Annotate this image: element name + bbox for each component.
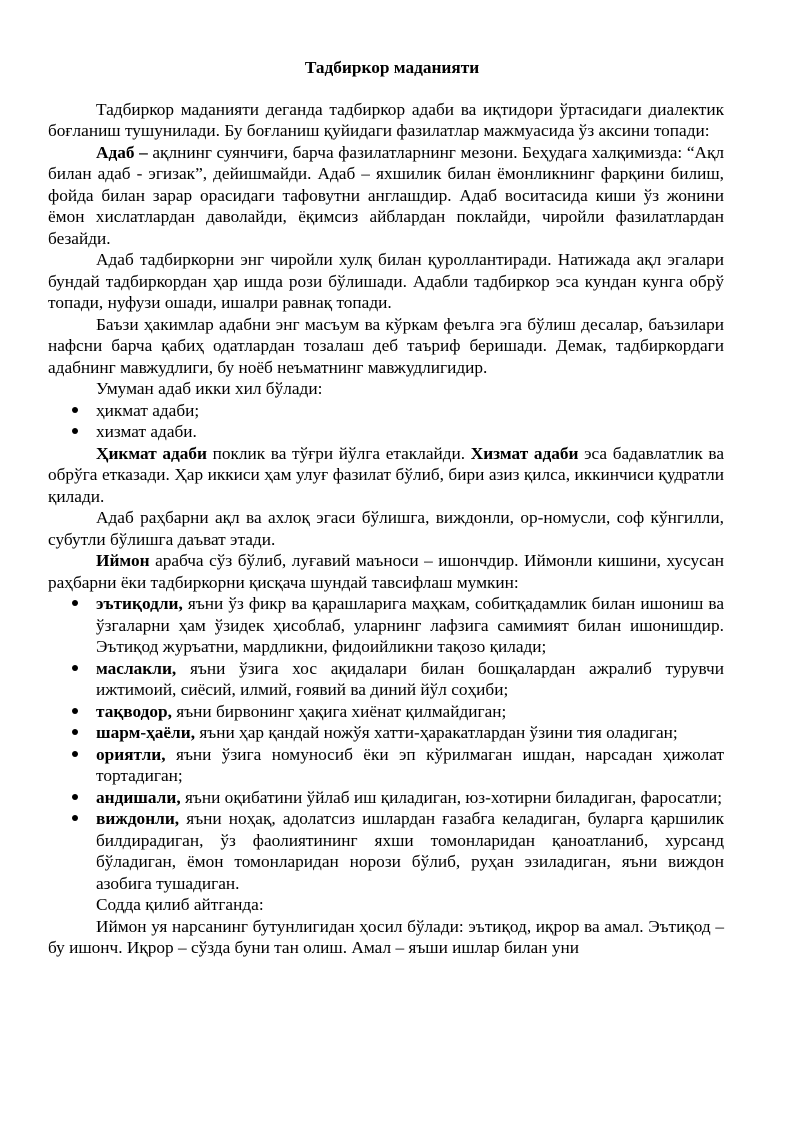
paragraph-summary-lead: Содда қилиб айтганда: (96, 895, 264, 914)
qualities-list (48, 593, 724, 894)
list-item (48, 722, 724, 744)
bullet-icon (72, 600, 78, 606)
list-item (48, 787, 724, 809)
quality-term: виждонли, (96, 809, 180, 828)
quality-term: ориятли, (96, 744, 166, 764)
list-item-text: ҳикмат адаби; (96, 400, 200, 420)
quality-term: андишали, (96, 787, 181, 807)
list-item (48, 744, 724, 787)
list-item-text: хизмат адаби. (96, 422, 197, 441)
bullet-icon (72, 407, 78, 413)
quality-term: маслакли, (96, 658, 177, 678)
quality-text: яъни бирвонинг ҳақига хиёнат қилмайдиган; (171, 701, 507, 721)
document-title: Тадбиркор маданияти (304, 58, 480, 77)
bullet-icon (72, 815, 78, 821)
list-item (48, 421, 724, 443)
paragraph-adab-definition (48, 142, 724, 250)
paragraph-hikmat-xizmat (48, 443, 724, 508)
quality-text: яъни ўзига хос ақидалари билан бошқалардан ажралиб турувчи ижтимоий, сиёсий, илмий, ғоявий ва диний йўл соҳиби; (96, 658, 724, 699)
bullet-icon (72, 794, 78, 800)
adab-types-list (48, 400, 724, 443)
list-item (48, 400, 724, 422)
quality-term: эътиқодли, (96, 594, 183, 613)
term-iymon: Иймон (96, 551, 150, 570)
bullet-icon (72, 751, 78, 757)
quality-term: тақводор, (96, 701, 172, 721)
paragraph-text: эса бадавлатлик ва обрўга етказади. Ҳар иккиси ҳам улуғ фазилат бўлиб, бири азиз қилса, иккинчиси қудратли қилади. (48, 443, 725, 506)
term-hikmat-adabi: Ҳикмат адаби (96, 443, 207, 463)
term-adab: Адаб – (96, 142, 148, 162)
quality-text: яъни ноҳақ, адолатсиз ишлардан ғазабга келадиган, буларга қаршилик билдирадиган, ўз фаолиятининг яхши томонларидан қаноатланиб, хурсанд бўладиган, ёмон томонларидан норози бўлиб, руҳан эзиладиган, яъни виждон азобига тушадиган. (96, 809, 724, 893)
list-item (48, 658, 724, 701)
paragraph-adab-effect: Адаб тадбиркорни энг чиройли хулқ билан қуроллантиради. Натижада ақл эгалари бундай тадбиркордан ҳар ишда рози бўлишади. Адабли тадбиркор эса кундан кунга обрў топади, нуфузи ошади, ишалри равнақ топади. (48, 250, 724, 312)
paragraph-adab-types-lead: Умуман адаб икки хил бўлади: (96, 379, 323, 398)
quality-text: яъни ҳар қандай ножўя хатти-ҳаракатлардан ўзини тия оладиган; (195, 723, 678, 742)
bullet-icon (72, 708, 78, 714)
bullet-icon (72, 428, 78, 434)
quality-text: яъни ўзига номуносиб ёки эп кўрилмаган ишдан, нарсадан ҳижолат тортадиган; (96, 744, 724, 785)
list-item (48, 593, 724, 658)
list-item (48, 808, 724, 894)
paragraph-intro: Тадбиркор маданияти деганда тадбиркор адаби ва иқтидори ўртасидаги диалектик боғланиш тушунилади. Бу боғланиш қуйидаги фазилатлар мажмуасида ўз аксини топади: (48, 99, 724, 140)
list-item (48, 701, 724, 723)
paragraph-text: ақлнинг суянчиғи, барча фазилатларнинг мезони. Беҳудага халқимизда: “Ақл билан адаб - эгизак”, дейишмайди. Адаб – яхшилик билан ёмонликнинг фарқини билиш, фойда билан зарар орасидаги тафовутни англашдир. Адаб воситасида киши ўз жонини ёмон хислатлардан даволайди, ёқимсиз айблардан поклайди, чиройли фазилатлардан безайди. (48, 142, 724, 248)
paragraph-iymon (48, 550, 724, 593)
bullet-icon (72, 665, 78, 671)
paragraph-hakimlar: Баъзи ҳакимлар адабни энг масъум ва кўркам феълга эга бўлиш десалар, баъзилари нафсни барча қабиҳ одатлардан тозалаш деб таъриф беришади. Демак, тадбиркордаги адабнинг мавжудлиги, бу ноёб неъматнинг мавжудлигидир. (48, 314, 724, 377)
quality-text: яъни ўз фикр ва қарашларига маҳкам, собитқадамлик билан ишониш ва ўзгаларни ҳам ўзидек ҳисоблаб, уларнинг лафзига самимият билан ишонишдир. Эътиқод журъатни, мардликни, фидоийликни тақозо қилади; (96, 594, 724, 656)
paragraph-iymon-parts: Иймон уя нарсанинг бутунлигидан ҳосил бўлади: эътиқод, иқрор ва амал. Эътиқод – бу ишонч. Иқрор – сўзда буни тан олиш. Амал – яъши ишлар билан уни (48, 916, 724, 957)
bullet-icon (72, 729, 78, 735)
paragraph-text: арабча сўз бўлиб, луғавий маъноси – ишончдир. Иймонли кишини, хусусан раҳбарни ёки тадбиркорни қисқача шундай тавсифлаш мумкин: (48, 551, 724, 592)
paragraph-text: поклик ва тўғри йўлга етаклайди. (206, 443, 471, 463)
term-xizmat-adabi: Хизмат адаби (470, 443, 579, 463)
quality-text: яъни оқибатини ўйлаб иш қиладиган, юз-хотирни биладиган, фаросатли; (180, 787, 723, 807)
paragraph-adab-leader: Адаб раҳбарни ақл ва ахлоқ эгаси бўлишга, виждонли, ор-номусли, соф кўнгилли, субутли бўлишга даъват этади. (48, 508, 724, 549)
quality-term: шарм-ҳаёли, (96, 723, 196, 742)
